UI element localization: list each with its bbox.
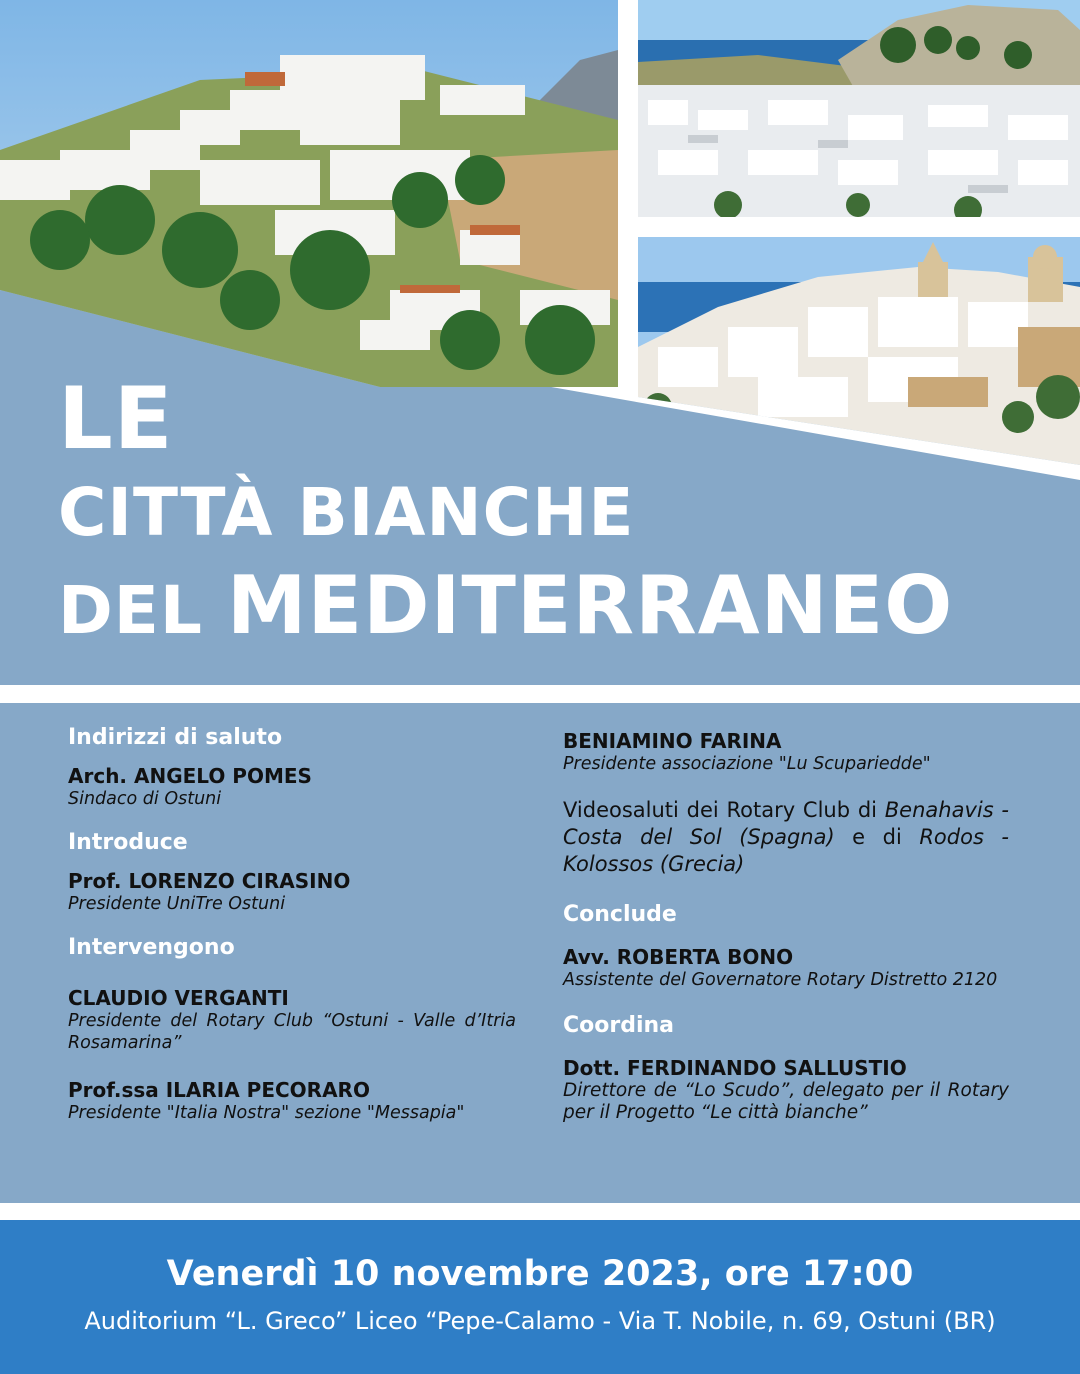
speaker-role: Presidente associazione "Lu Scupariedde" — [563, 754, 931, 774]
title-line-3-main: MEDITERRANEO — [226, 559, 954, 652]
speaker-surname: CLAUDIO VERGANTI — [68, 986, 289, 1010]
speaker-name — [68, 869, 516, 893]
speaker-farina — [563, 729, 1009, 775]
title-line-1 — [58, 369, 174, 469]
section-conclude: Conclude — [563, 902, 677, 927]
speaker-prefix: Prof.ssa — [68, 1078, 166, 1102]
speaker-name — [68, 764, 516, 788]
videosaluti-paragraph — [563, 797, 1009, 878]
speaker-bono — [563, 945, 1009, 991]
speaker-prefix: Dott. — [563, 1056, 628, 1080]
photo-hillside-town — [0, 0, 618, 387]
photo-coastal-town — [638, 0, 1080, 217]
speaker-cirasino — [68, 869, 516, 915]
section-intervengono: Intervengono — [68, 935, 235, 960]
title-line-2 — [58, 474, 635, 551]
speaker-surname: FERDINANDO SALLUSTIO — [627, 1056, 907, 1080]
program-right-column — [563, 725, 1009, 1138]
videosaluti-text-1: Videosaluti dei Rotary Club di — [563, 798, 885, 822]
speaker-prefix: Prof. — [68, 869, 129, 893]
event-venue: Auditorium “L. Greco” Liceo “Pepe-Calamo - Via T. Nobile, n. 69, Ostuni (BR) — [84, 1307, 996, 1335]
speaker-pecoraro — [68, 1078, 516, 1124]
speaker-role: Sindaco di Ostuni — [68, 789, 222, 809]
section-introduce: Introduce — [68, 830, 188, 855]
speaker-name — [563, 1056, 1009, 1080]
speaker-surname: ROBERTA BONO — [616, 945, 794, 969]
title-line-3-prefix: DEL — [58, 572, 227, 649]
speaker-surname: ANGELO POMES — [134, 764, 312, 788]
speaker-role: Presidente "Italia Nostra" sezione "Messapia" — [68, 1103, 465, 1123]
title-line-3 — [58, 559, 954, 652]
speaker-prefix: Avv. — [563, 945, 617, 969]
speaker-name — [68, 1078, 516, 1102]
program-left-column — [68, 725, 516, 1138]
videosaluti-club-1: Benahavis - Costa del Sol (Spagna) — [563, 798, 1009, 849]
event-footer — [0, 1220, 1080, 1374]
event-date: Venerdì 10 novembre 2023, ore 17:00 — [166, 1254, 914, 1294]
speaker-verganti — [68, 986, 516, 1054]
speaker-role: Presidente del Rotary Club “Ostuni - Valle d’Itria Rosamarina” — [68, 1011, 516, 1053]
speaker-pomes — [68, 764, 516, 810]
speaker-name — [563, 945, 1009, 969]
title-line-2-text: CITTÀ BIANCHE — [58, 474, 635, 551]
speaker-surname: BENIAMINO FARINA — [563, 729, 782, 753]
speaker-sallustio — [563, 1056, 1009, 1124]
speaker-prefix: Arch. — [68, 764, 134, 788]
speaker-surname: ILARIA PECORARO — [165, 1078, 370, 1102]
section-saluto: Indirizzi di saluto — [68, 725, 283, 750]
speaker-surname: LORENZO CIRASINO — [128, 869, 351, 893]
speaker-name — [68, 986, 516, 1010]
speaker-name — [563, 729, 1009, 753]
title-line-1-text: LE — [58, 369, 174, 469]
speaker-role: Assistente del Governatore Rotary Distretto 2120 — [563, 970, 998, 990]
speaker-role: Direttore de “Lo Scudo”, delegato per il Rotary per il Progetto “Le città bianche” — [563, 1080, 1009, 1123]
videosaluti-club-2: Rodos - Kolossos (Grecia) — [563, 825, 1009, 876]
photo-ostuni — [638, 237, 1080, 465]
speaker-role: Presidente UniTre Ostuni — [68, 894, 286, 914]
program-section — [0, 703, 1080, 1203]
section-coordina: Coordina — [563, 1013, 675, 1038]
videosaluti-text-2: e di — [834, 825, 920, 849]
